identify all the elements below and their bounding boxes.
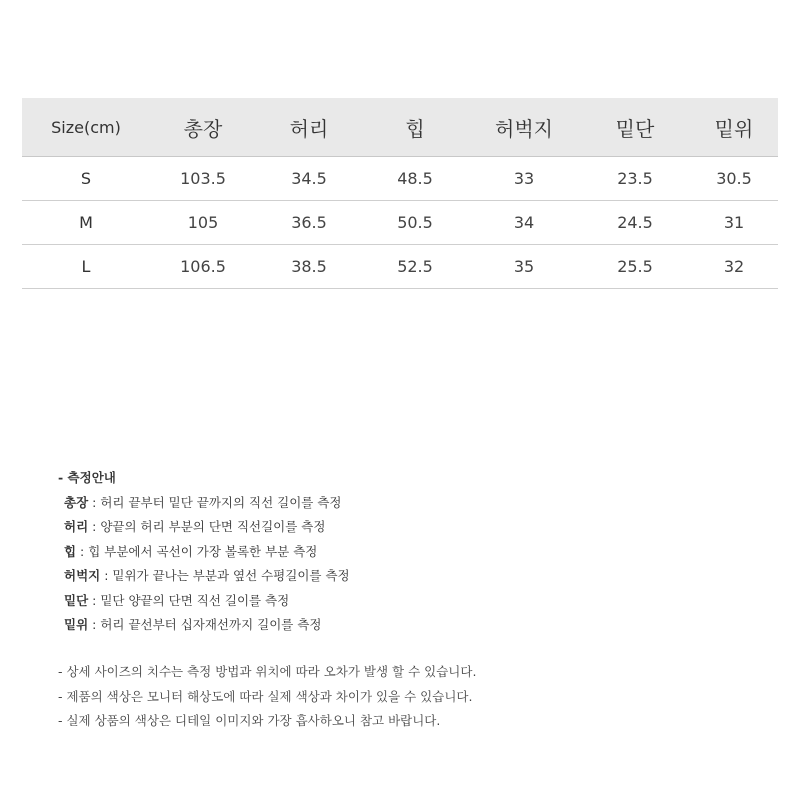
table-cell: 34.5	[256, 157, 362, 201]
header-hem: 밑단	[580, 98, 690, 157]
table-cell: 35	[468, 245, 580, 289]
header-size: Size(cm)	[22, 98, 150, 157]
guide-term: 힙	[64, 543, 77, 559]
table-cell: 30.5	[690, 157, 778, 201]
table-cell: 105	[150, 201, 256, 245]
table-cell: 33	[468, 157, 580, 201]
table-cell: 38.5	[256, 245, 362, 289]
size-label: M	[22, 201, 150, 245]
guide-term: 허리	[64, 519, 89, 534]
table-cell: 25.5	[580, 245, 690, 289]
guide-term: 총장	[64, 494, 89, 510]
guide-desc: : 양끝의 허리 부분의 단면 직선길이를 측정	[88, 519, 326, 534]
guide-item	[58, 491, 350, 516]
header-thigh: 허벅지	[468, 98, 580, 157]
header-total-length: 총장	[150, 98, 256, 157]
table-row	[22, 157, 778, 201]
table-row	[22, 201, 778, 245]
table-cell: 36.5	[256, 201, 362, 245]
table-cell: 31	[690, 201, 778, 245]
measurement-guide	[58, 466, 350, 638]
table-cell: 106.5	[150, 245, 256, 289]
guide-item	[58, 564, 350, 589]
table-cell: 34	[468, 201, 580, 245]
table-cell: 103.5	[150, 157, 256, 201]
table-row	[22, 245, 778, 289]
guide-term: 밑위	[64, 617, 89, 632]
notes-section	[58, 660, 476, 734]
guide-item	[58, 540, 350, 565]
note-item: - 제품의 색상은 모니터 해상도에 따라 실제 색상과 차이가 있을 수 있습니다.	[58, 688, 473, 704]
guide-desc: : 밑위가 끝나는 부분과 옆선 수평길이를 측정	[100, 568, 350, 583]
guide-term: 밑단	[64, 592, 89, 608]
size-chart-table	[22, 98, 778, 289]
size-label: L	[22, 245, 150, 289]
header-waist: 허리	[256, 98, 362, 157]
guide-desc: : 허리 끝선부터 십자재선까지 길이를 측정	[88, 617, 322, 632]
table-cell: 52.5	[362, 245, 468, 289]
size-label: S	[22, 157, 150, 201]
table-cell: 50.5	[362, 201, 468, 245]
guide-item	[58, 613, 350, 638]
header-hip: 힙	[362, 98, 468, 157]
header-rise: 밑위	[690, 98, 778, 157]
table-cell: 24.5	[580, 201, 690, 245]
table-cell: 23.5	[580, 157, 690, 201]
guide-title: - 측정안내	[58, 470, 116, 485]
guide-desc: : 힙 부분에서 곡선이 가장 볼록한 부분 측정	[76, 543, 318, 559]
note-item: - 상세 사이즈의 치수는 측정 방법과 위치에 따라 오차가 발생 할 수 있습니다.	[58, 664, 477, 679]
table-header-row	[22, 98, 778, 157]
table-cell: 48.5	[362, 157, 468, 201]
note-item: - 실제 상품의 색상은 디테일 이미지와 가장 흡사하오니 참고 바랍니다.	[58, 713, 441, 728]
guide-desc: : 밑단 양끝의 단면 직선 길이를 측정	[88, 592, 290, 608]
table-cell: 32	[690, 245, 778, 289]
guide-term: 허벅지	[64, 568, 101, 583]
guide-item	[58, 589, 350, 614]
guide-desc: : 허리 끝부터 밑단 끝까지의 직선 길이를 측정	[88, 494, 342, 510]
guide-item	[58, 515, 350, 540]
